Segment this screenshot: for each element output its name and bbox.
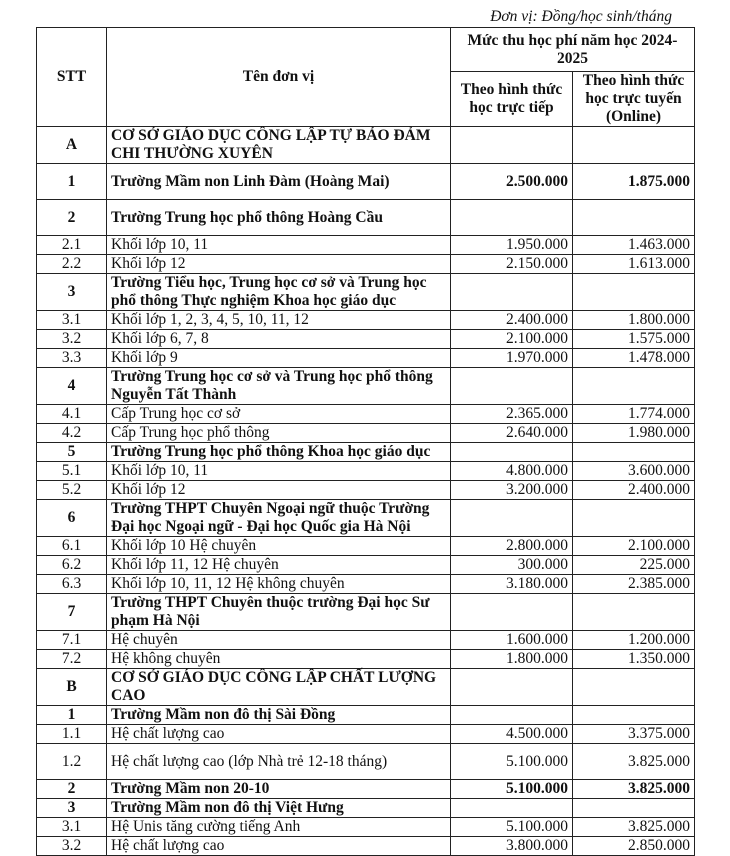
row-unit-name: Khối lớp 6, 7, 8 xyxy=(107,330,451,349)
row-unit-name: Trường Trung học cơ sở và Trung học phổ thông Nguyễn Tất Thành xyxy=(107,368,451,405)
row-fee-online xyxy=(573,443,695,462)
row-unit-name: Trường Mầm non 20-10 xyxy=(107,780,451,799)
row-fee-online: 1.575.000 xyxy=(573,330,695,349)
row-fee-direct: 1.950.000 xyxy=(451,236,573,255)
row-stt: 1.1 xyxy=(37,725,107,744)
row-stt: 5.1 xyxy=(37,462,107,481)
row-unit-name: Hệ Unis tăng cường tiếng Anh xyxy=(107,818,451,837)
table-row xyxy=(37,164,695,200)
table-row xyxy=(37,274,695,311)
row-stt: 3.1 xyxy=(37,311,107,330)
table-row xyxy=(37,669,695,706)
row-unit-name: Hệ chất lượng cao xyxy=(107,725,451,744)
header-unit-name: Tên đơn vị xyxy=(107,28,451,127)
table-row xyxy=(37,744,695,780)
row-fee-direct xyxy=(451,368,573,405)
row-fee-online: 3.600.000 xyxy=(573,462,695,481)
row-fee-online: 3.825.000 xyxy=(573,744,695,780)
row-fee-direct: 4.800.000 xyxy=(451,462,573,481)
row-fee-direct: 3.200.000 xyxy=(451,481,573,500)
row-fee-online xyxy=(573,500,695,537)
row-fee-online: 225.000 xyxy=(573,556,695,575)
row-fee-online: 1.350.000 xyxy=(573,650,695,669)
row-unit-name: Khối lớp 10, 11, 12 Hệ không chuyên xyxy=(107,575,451,594)
row-fee-online xyxy=(573,594,695,631)
row-stt: 7 xyxy=(37,594,107,631)
row-fee-online: 3.825.000 xyxy=(573,780,695,799)
row-fee-online: 1.800.000 xyxy=(573,311,695,330)
table-row xyxy=(37,236,695,255)
header-online: Theo hình thức học trực tuyến (Online) xyxy=(573,72,695,127)
row-stt: 4.1 xyxy=(37,405,107,424)
table-row xyxy=(37,500,695,537)
table-row xyxy=(37,706,695,725)
table-row xyxy=(37,575,695,594)
row-fee-online xyxy=(573,799,695,818)
row-unit-name: Trường Mầm non đô thị Việt Hưng xyxy=(107,799,451,818)
row-unit-name: Trường THPT Chuyên Ngoại ngữ thuộc Trường Đại học Ngoại ngữ - Đại học Quốc gia Hà Nội xyxy=(107,500,451,537)
row-stt: 6.2 xyxy=(37,556,107,575)
row-stt: 5.2 xyxy=(37,481,107,500)
unit-note: Đơn vị: Đồng/học sinh/tháng xyxy=(490,8,672,25)
row-fee-direct: 2.150.000 xyxy=(451,255,573,274)
row-fee-direct: 1.970.000 xyxy=(451,349,573,368)
row-fee-direct: 2.365.000 xyxy=(451,405,573,424)
row-unit-name: Cấp Trung học phổ thông xyxy=(107,424,451,443)
header-direct: Theo hình thức học trực tiếp xyxy=(451,72,573,127)
table-row xyxy=(37,631,695,650)
row-fee-direct xyxy=(451,443,573,462)
table-body xyxy=(37,127,695,856)
row-fee-direct: 2.800.000 xyxy=(451,537,573,556)
table-row xyxy=(37,837,695,856)
row-unit-name: Khối lớp 12 xyxy=(107,255,451,274)
row-fee-direct: 2.400.000 xyxy=(451,311,573,330)
table-header xyxy=(37,28,695,127)
row-unit-name: Khối lớp 12 xyxy=(107,481,451,500)
row-fee-direct xyxy=(451,594,573,631)
row-fee-direct: 3.180.000 xyxy=(451,575,573,594)
row-fee-online xyxy=(573,200,695,236)
table-row xyxy=(37,349,695,368)
row-fee-direct xyxy=(451,706,573,725)
row-fee-online: 1.980.000 xyxy=(573,424,695,443)
table-row xyxy=(37,200,695,236)
row-fee-direct xyxy=(451,127,573,164)
row-unit-name: Hệ chuyên xyxy=(107,631,451,650)
row-stt: 6.1 xyxy=(37,537,107,556)
row-stt: B xyxy=(37,669,107,706)
row-stt: 3.2 xyxy=(37,837,107,856)
row-fee-online: 2.400.000 xyxy=(573,481,695,500)
row-unit-name: Khối lớp 9 xyxy=(107,349,451,368)
row-unit-name: Khối lớp 11, 12 Hệ chuyên xyxy=(107,556,451,575)
table-row xyxy=(37,368,695,405)
table-row xyxy=(37,127,695,164)
table-row xyxy=(37,650,695,669)
row-fee-online xyxy=(573,274,695,311)
row-fee-online: 1.875.000 xyxy=(573,164,695,200)
row-stt: 6.3 xyxy=(37,575,107,594)
row-fee-online: 1.613.000 xyxy=(573,255,695,274)
table-row xyxy=(37,255,695,274)
row-stt: 1 xyxy=(37,706,107,725)
table-row xyxy=(37,443,695,462)
row-fee-online: 2.850.000 xyxy=(573,837,695,856)
row-fee-direct: 4.500.000 xyxy=(451,725,573,744)
row-fee-online: 3.375.000 xyxy=(573,725,695,744)
table-row xyxy=(37,594,695,631)
row-fee-direct: 2.500.000 xyxy=(451,164,573,200)
row-fee-online: 1.200.000 xyxy=(573,631,695,650)
row-stt: 2.2 xyxy=(37,255,107,274)
table-row xyxy=(37,424,695,443)
row-fee-direct xyxy=(451,500,573,537)
table-row xyxy=(37,405,695,424)
row-unit-name: Trường Mầm non Linh Đàm (Hoàng Mai) xyxy=(107,164,451,200)
table-row xyxy=(37,725,695,744)
row-fee-online xyxy=(573,706,695,725)
row-fee-direct: 1.800.000 xyxy=(451,650,573,669)
row-unit-name: Trường Trung học phổ thông Hoàng Cầu xyxy=(107,200,451,236)
row-stt: 2.1 xyxy=(37,236,107,255)
row-unit-name: Hệ chất lượng cao (lớp Nhà trẻ 12-18 tháng) xyxy=(107,744,451,780)
row-stt: 3.1 xyxy=(37,818,107,837)
row-fee-online: 2.385.000 xyxy=(573,575,695,594)
row-stt: 7.2 xyxy=(37,650,107,669)
row-unit-name: CƠ SỞ GIÁO DỤC CÔNG LẬP TỰ BẢO ĐẢM CHI THƯỜNG XUYÊN xyxy=(107,127,451,164)
row-fee-online: 2.100.000 xyxy=(573,537,695,556)
row-fee-direct xyxy=(451,200,573,236)
row-unit-name: CƠ SỞ GIÁO DỤC CÔNG LẬP CHẤT LƯỢNG CAO xyxy=(107,669,451,706)
row-unit-name: Trường Mầm non đô thị Sài Đồng xyxy=(107,706,451,725)
table-row xyxy=(37,780,695,799)
row-unit-name: Cấp Trung học cơ sở xyxy=(107,405,451,424)
row-fee-direct: 2.100.000 xyxy=(451,330,573,349)
row-fee-direct: 2.640.000 xyxy=(451,424,573,443)
table-row xyxy=(37,462,695,481)
row-unit-name: Trường Trung học phổ thông Khoa học giáo dục xyxy=(107,443,451,462)
row-stt: 4.2 xyxy=(37,424,107,443)
row-fee-online: 3.825.000 xyxy=(573,818,695,837)
row-fee-online xyxy=(573,127,695,164)
row-fee-online: 1.478.000 xyxy=(573,349,695,368)
header-stt: STT xyxy=(37,28,107,127)
row-stt: 3.3 xyxy=(37,349,107,368)
row-unit-name: Hệ chất lượng cao xyxy=(107,837,451,856)
row-unit-name: Trường Tiểu học, Trung học cơ sở và Trung học phổ thông Thực nghiệm Khoa học giáo dục xyxy=(107,274,451,311)
table-row xyxy=(37,481,695,500)
row-unit-name: Khối lớp 1, 2, 3, 4, 5, 10, 11, 12 xyxy=(107,311,451,330)
row-stt: 4 xyxy=(37,368,107,405)
row-fee-direct xyxy=(451,799,573,818)
row-fee-online xyxy=(573,368,695,405)
row-stt: 7.1 xyxy=(37,631,107,650)
row-stt: 3 xyxy=(37,274,107,311)
table-row xyxy=(37,537,695,556)
row-fee-direct xyxy=(451,274,573,311)
header-fee-title: Mức thu học phí năm học 2024-2025 xyxy=(451,28,695,72)
row-fee-online: 1.463.000 xyxy=(573,236,695,255)
row-stt: 1.2 xyxy=(37,744,107,780)
row-unit-name: Khối lớp 10 Hệ chuyên xyxy=(107,537,451,556)
row-fee-direct: 300.000 xyxy=(451,556,573,575)
row-stt: A xyxy=(37,127,107,164)
row-stt: 5 xyxy=(37,443,107,462)
table-row xyxy=(37,799,695,818)
row-fee-direct: 5.100.000 xyxy=(451,780,573,799)
row-stt: 1 xyxy=(37,164,107,200)
row-unit-name: Hệ không chuyên xyxy=(107,650,451,669)
row-stt: 3.2 xyxy=(37,330,107,349)
table-row xyxy=(37,311,695,330)
row-fee-direct: 5.100.000 xyxy=(451,744,573,780)
row-unit-name: Trường THPT Chuyên thuộc trường Đại học Sư phạm Hà Nội xyxy=(107,594,451,631)
row-fee-direct: 1.600.000 xyxy=(451,631,573,650)
row-unit-name: Khối lớp 10, 11 xyxy=(107,236,451,255)
row-fee-direct xyxy=(451,669,573,706)
row-stt: 3 xyxy=(37,799,107,818)
row-stt: 6 xyxy=(37,500,107,537)
table-row xyxy=(37,818,695,837)
row-stt: 2 xyxy=(37,780,107,799)
row-fee-direct: 3.800.000 xyxy=(451,837,573,856)
table-row xyxy=(37,330,695,349)
row-unit-name: Khối lớp 10, 11 xyxy=(107,462,451,481)
row-fee-direct: 5.100.000 xyxy=(451,818,573,837)
row-fee-online: 1.774.000 xyxy=(573,405,695,424)
row-stt: 2 xyxy=(37,200,107,236)
tuition-fee-table xyxy=(36,27,695,856)
table-row xyxy=(37,556,695,575)
row-fee-online xyxy=(573,669,695,706)
